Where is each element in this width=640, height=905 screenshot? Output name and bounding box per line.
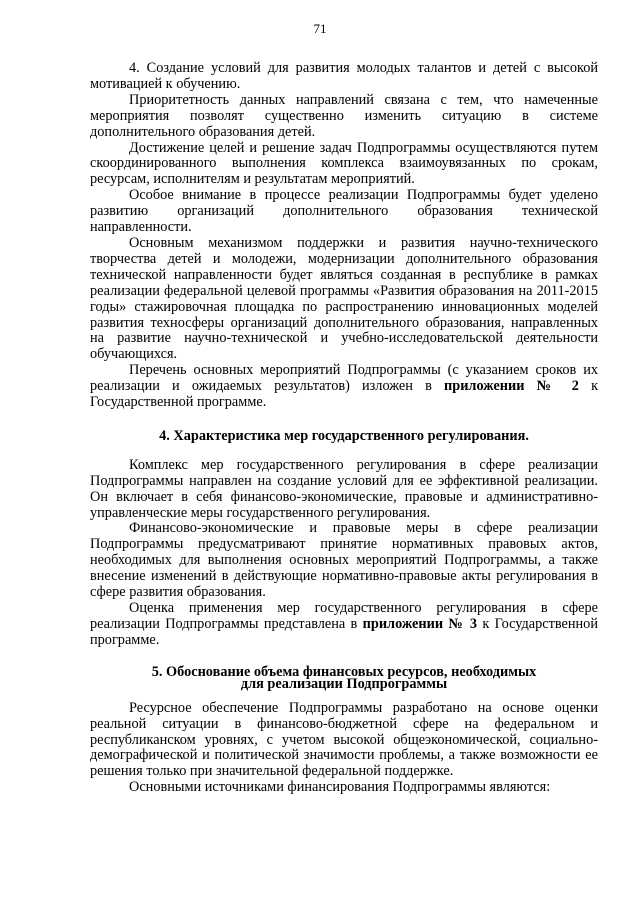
paragraph: Особое внимание в процессе реализации Подпрограммы будет уделено развитию организаций дополнительного образования технической направленности. (90, 187, 598, 236)
page-content (90, 61, 598, 796)
paragraph-text: Оценка применения мер государственного регулирования в сфере реализации Подпрограммы представлена в (90, 600, 598, 632)
appendix-reference: приложении № 3 (362, 615, 477, 632)
paragraph: Комплекс мер государственного регулирования в сфере реализации Подпрограммы направлен на создание условий для ее эффективной реализации. Он включает в себя финансово-экономические, правовые и административно-управленческие меры государственного регулирования. (90, 456, 598, 521)
section-heading (90, 663, 598, 692)
heading-line: для реализации Подпрограммы (240, 675, 448, 692)
paragraph: Основным механизмом поддержки и развития научно-технического творчества детей и молодежи, модернизации дополнительного образования технической направленности будет являться созданная в республике в рамках реализации федеральной целевой программы «Развития образования на 2011-2015 годы» стажировочная площадка по распространению инновационных моделей развития техносферы организаций дополнительного образования, направленных на развитие научно-технической и учебно-исследовательской деятельности обучающихся. (90, 234, 598, 363)
page-number: 71 (313, 21, 327, 36)
paragraph: Достижение целей и решение задач Подпрограммы осуществляются путем скоординированного выполнения комплекса взаимоувязанных по срокам, ресурсам, исполнителям и результатам мероприятий. (90, 139, 598, 188)
appendix-reference: приложении № 2 (444, 378, 579, 395)
paragraph: 4. Создание условий для развития молодых талантов и детей с высокой мотивацией к обучению. (90, 60, 598, 92)
section-heading: 4. Характеристика мер государственного регулирования. (159, 427, 529, 444)
heading-line: 5. Обоснование объема финансовых ресурсов, необходимых (151, 663, 537, 680)
paragraph: Финансово-экономические и правовые меры в сфере реализации Подпрограммы предусматривают принятие нормативных правовых актов, необходимых для выполнения основных мероприятий Подпрограммы, а также внесение изменений в действующие нормативно-правовые акты регулирования в сфере развития образования. (90, 520, 598, 601)
paragraph-text: к Государственной программе. (90, 378, 599, 411)
paragraph: Основными источниками финансирования Подпрограммы являются: (129, 779, 551, 796)
paragraph-text: Перечень основных мероприятий Подпрограммы (с указанием сроков их реализации и ожидаемых результатов) изложен в (90, 362, 598, 395)
paragraph-appendix-3 (90, 601, 598, 649)
paragraph: Приоритетность данных направлений связана с тем, что намеченные мероприятия позволят существенно изменить ситуацию в системе дополнительного образования детей. (90, 91, 598, 140)
paragraph-appendix-2 (90, 363, 598, 411)
paragraph: Ресурсное обеспечение Подпрограммы разработано на основе оценки реальной ситуации в финансово-бюджетной сфере на федеральном и республиканском уровнях, с учетом высокой общеэкономической, социально-демографической и политической значимости проблемы, а также возможности ее решения только при значительной федеральной поддержке. (90, 699, 598, 780)
paragraph-text: к Государственной программе. (90, 615, 598, 648)
